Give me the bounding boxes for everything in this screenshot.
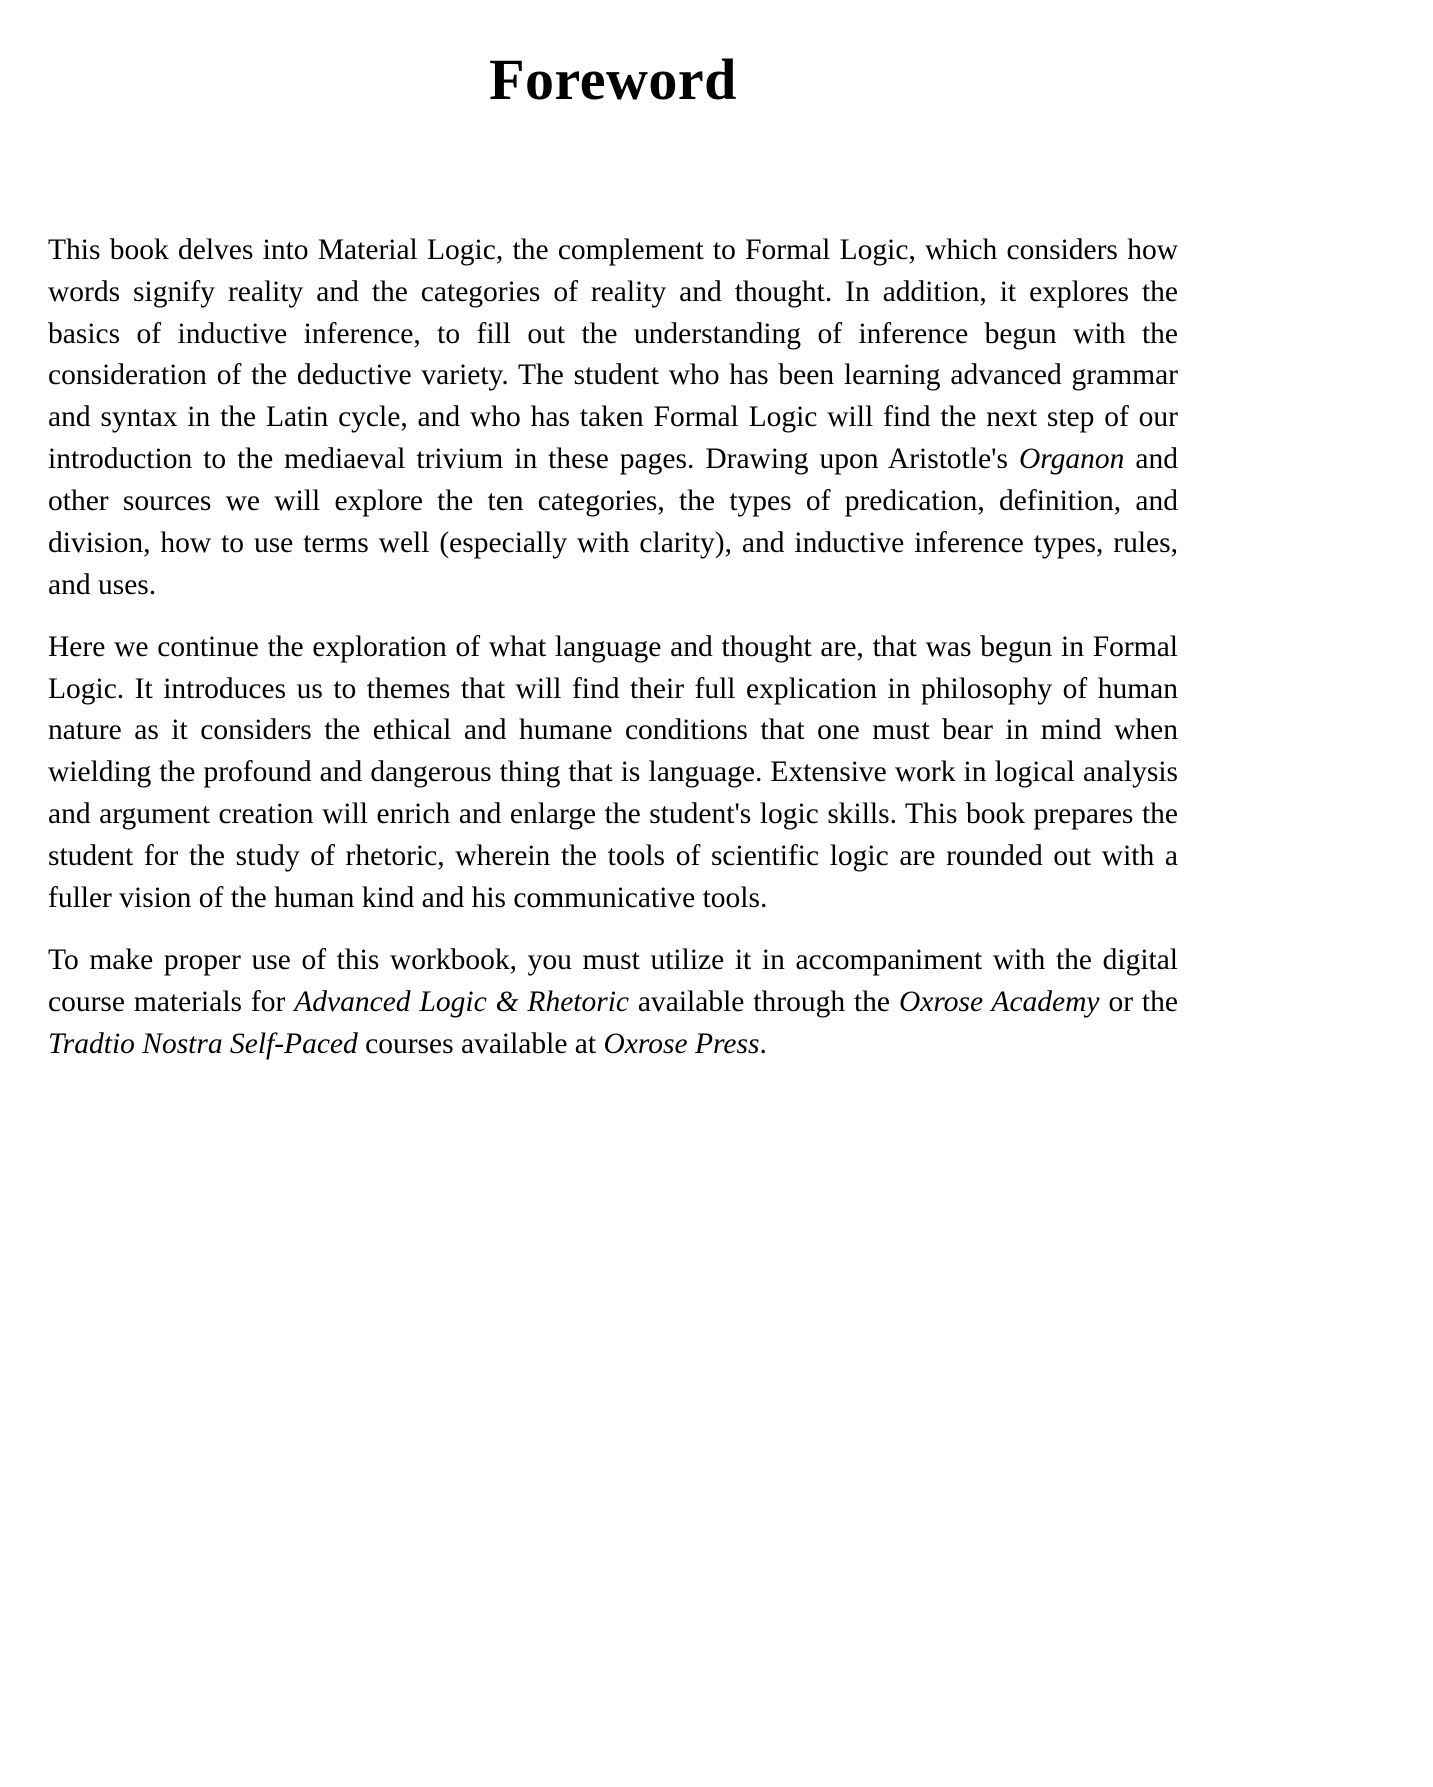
paragraph-1: This book delves into Material Logic, the complement to Formal Logic, which considers how words signify reality and the categories of reality and thought. In addition, it explores the basics of inductive inference, to fill out the understanding of inference begun with the consideration of the deductive variety. The student who has been learning advanced grammar and syntax in the Latin cycle, and who has taken Formal Logic will find the next step of our introduction to the mediaeval trivium in these pages. Drawing upon Aristotle's Organon and other sources we will explore the ten categories, the types of predication, definition, and division, how to use terms well (especially with clarity), and inductive inference types, rules, and uses. <box>48 233 1179 601</box>
italic-run: Organon <box>1018 443 1125 476</box>
italic-run: Oxrose Press <box>603 1027 760 1060</box>
italic-run: Advanced Logic & Rhetoric <box>294 985 630 1018</box>
body-copy <box>48 230 1178 1066</box>
paragraph-2: Here we continue the exploration of what language and thought are, that was begun in Formal Logic. It introduces us to themes that will find their full explication in philosophy of human nature as it considers the ethical and humane conditions that one must bear in mind when wielding the profound and dangerous thing that is language. Extensive work in logical analysis and argument creation will enrich and enlarge the student's logic skills. This book prepares the student for the study of rhetoric, wherein the tools of scientific logic are rounded out with a fuller vision of the human kind and his communicative tools. <box>48 630 1178 914</box>
italic-run: Oxrose Academy <box>898 985 1100 1018</box>
page-title: Foreword <box>489 47 737 112</box>
italic-run: Tradtio Nostra Self-Paced <box>48 1027 358 1060</box>
paragraph-3: To make proper use of this workbook, you must utilize it in accompaniment with the digital course materials for Advanced Logic & Rhetoric available through the Oxrose Academy or the Tradtio Nostra Self-Paced courses available at Oxrose Press. <box>48 943 1178 1060</box>
